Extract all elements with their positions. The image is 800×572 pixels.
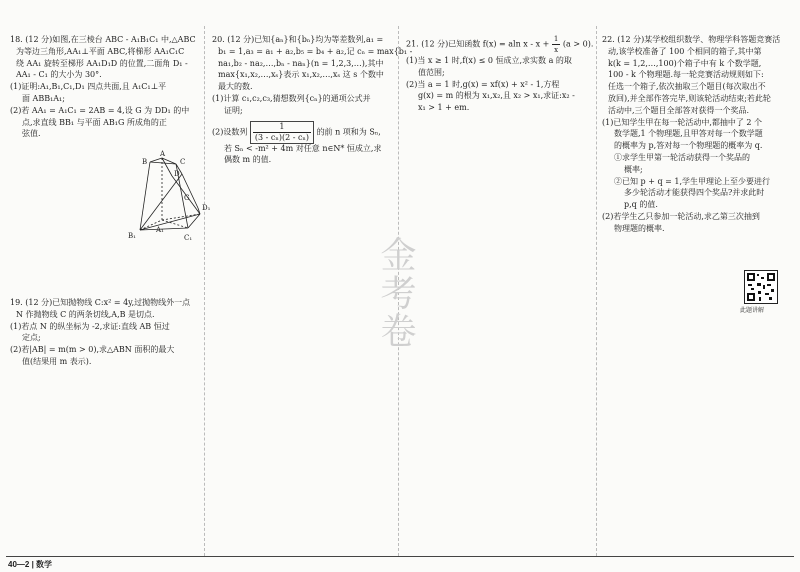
problem-20-line: max{x₁,x₂,…,xₛ}表示 x₁,x₂,…,xₛ 这 s 个数中	[218, 70, 384, 80]
column-divider	[596, 26, 597, 556]
problem-22-subpart-1: ①求学生甲第一轮活动获得一个奖品的	[614, 152, 750, 162]
problem-22-line: 放回),并全部作答完毕,则该轮活动结束;若此轮	[608, 93, 771, 103]
problem-22-subpart-2: ②已知 p + q = 1,学生甲理论上至少要进行	[614, 176, 770, 186]
problem-20-line: na₁,b₂ - na₂,…,bₙ - naₙ}(n = 1,2,3,…),其中	[218, 58, 384, 68]
fraction-numerator: 1	[553, 35, 559, 43]
problem-19	[10, 297, 200, 368]
frustum-figure	[118, 150, 218, 242]
fraction	[253, 122, 311, 143]
page-footer	[0, 556, 800, 572]
problem-22-part-1: (1)已知学生甲在每一轮活动中,都抽中了 2 个	[602, 117, 763, 127]
problem-18-line: 弦值.	[22, 129, 41, 139]
problem-21	[406, 34, 594, 114]
problem-22-line: 活动中,三个题目全部答对获得一个奖品.	[608, 105, 750, 115]
column-divider	[204, 26, 205, 556]
problem-21-line: 值范围;	[418, 67, 445, 77]
problem-22-line: 的概率为 p,答对每一个物理题的概率为 q.	[614, 141, 763, 151]
problem-20-line: 偶数 m 的值.	[224, 155, 272, 165]
fraction-denominator: (3 - cₙ)(2 - cₙ)	[254, 132, 310, 142]
problem-19-line: 19. (12 分)已知抛物线 C:x² = 4y,过抛物线外一点	[10, 298, 191, 307]
sequence-fraction	[250, 121, 314, 144]
problem-22-line: 数学题,1 个物理题,且甲答对每一个数学题	[614, 129, 763, 139]
problem-20-line: (2)设数列	[212, 127, 248, 137]
problem-18-line: AA₁ - C₁ 的大小为 30°.	[16, 70, 102, 80]
fig-label: B	[142, 158, 148, 166]
problem-21-line: (a > 0).	[562, 39, 594, 49]
problem-20-line: 证明;	[224, 105, 243, 115]
footer-rule	[6, 556, 794, 557]
problem-22-line: 多少轮活动才能获得四个奖品?并求此时	[624, 188, 765, 198]
problem-21-line: g(x) = m 的根为 x₁,x₂,且 x₂ > x₁,求证:x₂ -	[418, 91, 575, 101]
fig-label: D	[174, 170, 180, 178]
problem-20-line: 的前 n 项和为 Sₙ,	[316, 127, 381, 137]
problem-19-line: 值(结果用 m 表示).	[22, 356, 92, 366]
problem-22-line: 任选一个箱子,依次抽取三个题目(每次取出不	[608, 82, 766, 92]
fig-label: C₁	[184, 234, 193, 242]
problem-20-line: 最大的数.	[218, 82, 253, 92]
fraction	[552, 34, 560, 55]
qr-code-icon[interactable]	[744, 270, 778, 304]
problem-20	[212, 34, 413, 166]
problem-22-line: 物理题的概率.	[614, 223, 665, 233]
problem-19-part-2: (2)若|AB| = m(m > 0),求△ABN 面积的最大	[10, 345, 175, 355]
fraction-numerator: 1	[253, 122, 311, 133]
problem-22-line: 动,该学校准备了 100 个相同的箱子,其中第	[608, 46, 762, 56]
fig-label: B₁	[128, 232, 136, 240]
problem-18-line: 点,求直线 BB₁ 与平面 AB₁G 所成角的正	[22, 117, 167, 127]
problem-22-line: p,q 的值.	[624, 200, 658, 210]
watermark: 金考卷	[375, 236, 416, 350]
problem-21-stem	[406, 34, 594, 55]
problem-22-part-2: (2)若学生乙只参加一轮活动,求乙第三次抽到	[602, 211, 760, 221]
problem-22-line: 100 - k 个物理题.每一轮竞赛活动规则如下:	[608, 70, 764, 80]
problem-20-line: b₁ = 1,a₃ = a₁ + a₂,b₅ = b₄ + a₂,记 cₙ = max{b₁ -	[218, 46, 413, 56]
page-number: 40—2 | 数学	[8, 560, 53, 569]
problem-20-line: 20. (12 分)已知{aₙ}和{bₙ}均为等差数列,a₁ =	[212, 35, 384, 44]
problem-21-part-1: (1)当 x ≥ 1 时,f(x) ≤ 0 恒成立,求实数 a 的取	[406, 56, 572, 65]
problem-22-line: 概率;	[624, 164, 643, 174]
problem-18-line: 为等边三角形,AA₁⊥平面 ABC,将梯形 AA₁C₁C	[16, 46, 185, 56]
problem-20-line: 若 Sₙ < -m² + 4m 对任意 n∈N* 恒成立,求	[224, 143, 382, 153]
fig-label: D₁	[202, 204, 211, 212]
problem-22	[602, 34, 794, 235]
fraction-denominator: x	[554, 46, 559, 54]
problem-18-line: 面 ABB₁A₁;	[22, 93, 65, 103]
problem-19-line: N 作抛物线 C 的两条切线,A,B 是切点.	[16, 309, 155, 319]
fig-label: A	[160, 150, 166, 158]
problem-18-line: 绕 AA₁ 旋转至梯形 AA₁D₁D 的位置,二面角 D₁ -	[16, 58, 188, 68]
problem-19-part-1: (1)若点 N 的纵坐标为 -2,求证:直线 AB 恒过	[10, 321, 170, 331]
problem-22-line: 22. (12 分)某学校组织数学、物理学科答题竞赛活	[602, 35, 781, 44]
problem-21-part-2: (2)当 a = 1 时,g(x) = xf(x) + x² - 1,方程	[406, 79, 560, 89]
problem-18-part-2: (2)若 AA₁ = A₁C₁ = 2AB = 4,设 G 为 DD₁ 的中	[10, 105, 190, 115]
qr-caption: 此题讲解	[740, 308, 765, 314]
fig-label: C	[180, 158, 186, 166]
problem-19-line: 定点;	[22, 333, 41, 343]
problem-18	[10, 34, 200, 140]
fig-label: A₁	[156, 226, 164, 234]
problem-22-line: k(k = 1,2,…,100)个箱子中有 k 个数学题,	[608, 58, 762, 68]
problem-18-part-1: (1)证明:A₁,B₁,C₁,D₁ 四点共面,且 A₁C₁⊥平	[10, 82, 167, 92]
problem-20-part-1: (1)计算 c₁,c₂,c₃,猜想数列{cₙ}的通项公式并	[212, 93, 371, 103]
problem-18-line: 18. (12 分)如图,在三棱台 ABC - A₁B₁C₁ 中,△ABC	[10, 35, 196, 44]
problem-21-line: 21. (12 分)已知函数 f(x) = aln x - x +	[406, 39, 550, 49]
problem-20-part-2	[212, 121, 396, 143]
problem-21-line: x₁ > 1 + em.	[418, 103, 470, 113]
fig-label: G	[184, 194, 190, 202]
